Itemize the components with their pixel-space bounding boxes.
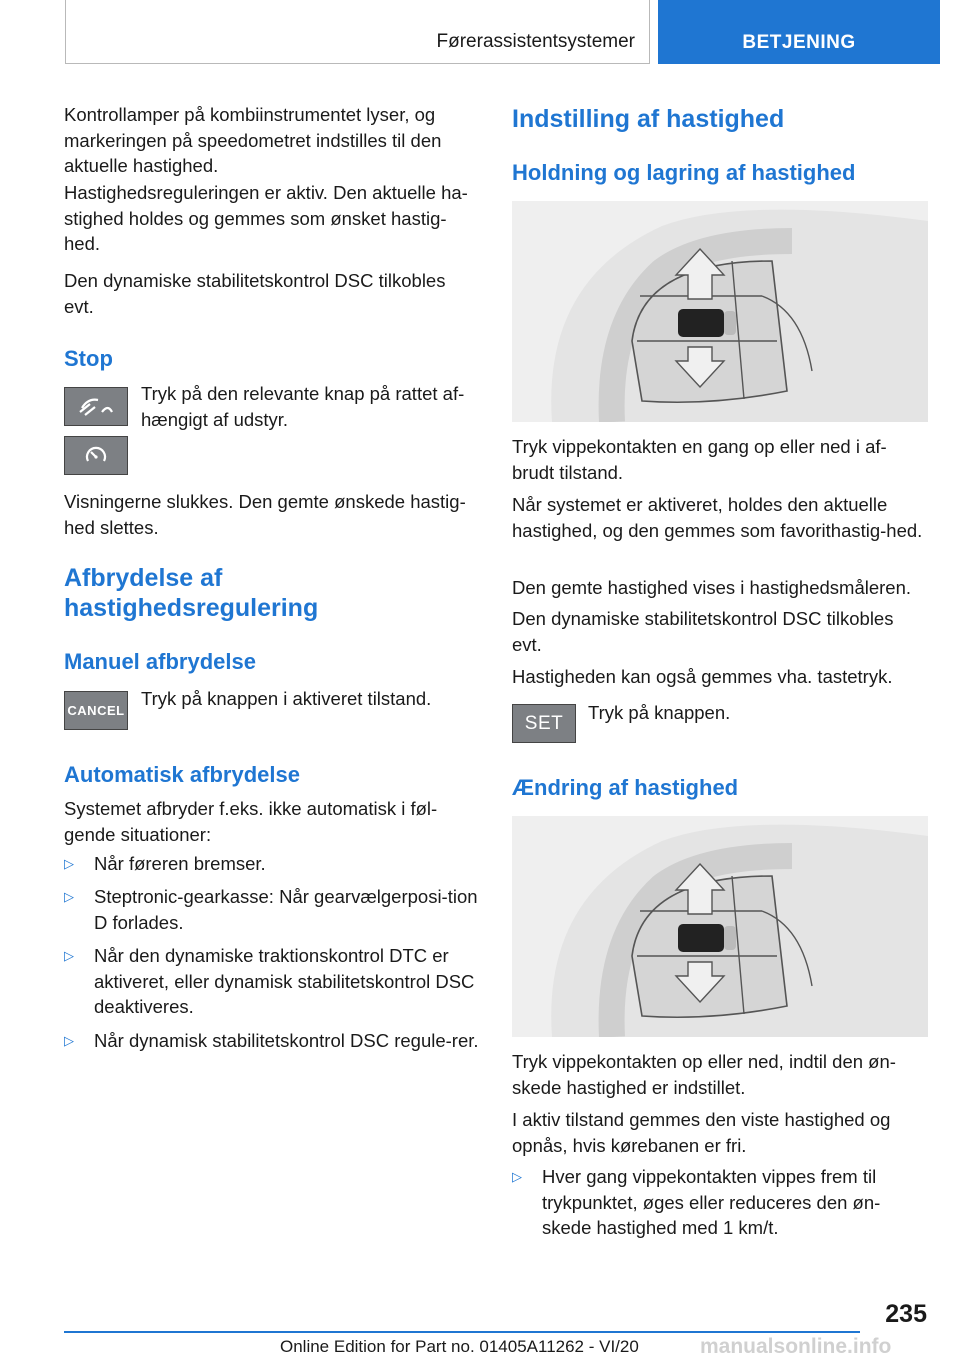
list-item-text: Når dynamisk stabilitetskontrol DSC regule-rer. — [94, 1030, 479, 1051]
chapter-title: Førerassistentsystemer — [436, 31, 635, 52]
rocker-switch-illustration — [512, 201, 928, 422]
paragraph: Hastighedsreguleringen er aktiv. Den aktuelle ha-stighed holdes og gemmes som ønsket hastig-hed. — [64, 182, 468, 254]
section-tab — [658, 0, 940, 64]
list-item-text: Hver gang vippekontakten vippes frem til trykpunktet, øges eller reduceres den øn-skede hastighed med 1 km/t. — [542, 1166, 881, 1238]
steering-wheel-illustration — [512, 201, 928, 422]
paragraph: Kontrollamper på kombiinstrumentet lyser, og markeringen på speedometret indstilles til den aktuelle hastighed. — [64, 104, 442, 176]
list-item — [64, 884, 479, 935]
paragraph: I aktiv tilstand gemmes den viste hastighed og opnås, hvis kørebanen er fri. — [512, 1109, 891, 1156]
paragraph: Tryk på knappen. — [588, 702, 731, 723]
paragraph: Tryk på knappen i aktiveret tilstand. — [141, 688, 432, 709]
main-heading: Indstilling af hastighed — [512, 105, 785, 133]
paragraph: Den dynamiske stabilitetskontrol DSC tilkobles evt. — [64, 270, 446, 317]
paragraph: Systemet afbryder f.eks. ikke automatisk i føl-gende situationer: — [64, 798, 438, 845]
watermark: manualsonline.info — [700, 1335, 892, 1358]
bullet-icon: ▷ — [512, 1169, 522, 1184]
speedometer-hand-icon — [76, 394, 116, 420]
chapter-tab — [65, 0, 650, 64]
list-item — [64, 1028, 479, 1054]
paragraph: Når systemet er aktiveret, holdes den aktuelle hastighed, og den gemmes som favorithastig-hed. — [512, 494, 923, 541]
stop-heading: Stop — [64, 346, 113, 371]
speed-gauge-icon — [81, 443, 111, 469]
list-item-text: Steptronic-gearkasse: Når gearvælgerposi-tion D forlades. — [94, 886, 478, 933]
section-title: BETJENING — [742, 32, 856, 53]
paragraph: Hastigheden kan også gemmes vha. tastetryk. — [512, 666, 893, 687]
subheading: Holdning og lagring af hastighed — [512, 160, 856, 185]
section-heading: Afbrydelse af hastighedsregulering — [64, 564, 319, 622]
list-item-text: Når den dynamiske traktionskontrol DTC er aktiveret, eller dynamisk stabilitetskontrol DSC deaktiveres. — [94, 945, 475, 1017]
cancel-button-icon — [64, 691, 128, 730]
cancel-label: CANCEL — [67, 703, 125, 718]
steering-wheel-illustration — [512, 816, 928, 1037]
cruise-button-icon — [64, 387, 128, 426]
paragraph: Den gemte hastighed vises i hastighedsmåleren. — [512, 577, 912, 598]
subheading: Automatisk afbrydelse — [64, 762, 300, 787]
edition-footer: Online Edition for Part no. 01405A11262 - VI/20 — [280, 1337, 639, 1356]
paragraph: Tryk vippekontakten op eller ned, indtil den øn-skede hastighed er indstillet. — [512, 1051, 896, 1098]
list-item — [64, 943, 479, 1020]
paragraph: Visningerne slukkes. Den gemte ønskede hastig-hed slettes. — [64, 491, 466, 538]
list-item — [64, 851, 479, 877]
list-item — [512, 1164, 928, 1241]
bullet-icon: ▷ — [64, 889, 74, 904]
paragraph: Tryk vippekontakten en gang op eller ned i af-brudt tilstand. — [512, 436, 887, 483]
set-button-icon — [512, 704, 576, 743]
rocker-switch-illustration — [512, 816, 928, 1037]
bullet-icon: ▷ — [64, 1033, 74, 1048]
stop-instruction: Tryk på den relevante knap på rattet af-hængigt af udstyr. — [141, 383, 465, 430]
list-item-text: Når føreren bremser. — [94, 853, 266, 874]
bullet-icon: ▷ — [64, 856, 74, 871]
page-number: 235 — [885, 1300, 927, 1328]
set-label: SET — [524, 712, 564, 734]
bullet-icon: ▷ — [64, 948, 74, 963]
subheading: Manuel afbrydelse — [64, 649, 256, 674]
limiter-button-icon — [64, 436, 128, 475]
subheading: Ændring af hastighed — [512, 775, 739, 800]
paragraph: Den dynamiske stabilitetskontrol DSC tilkobles evt. — [512, 608, 894, 655]
footer-divider — [64, 1331, 860, 1333]
